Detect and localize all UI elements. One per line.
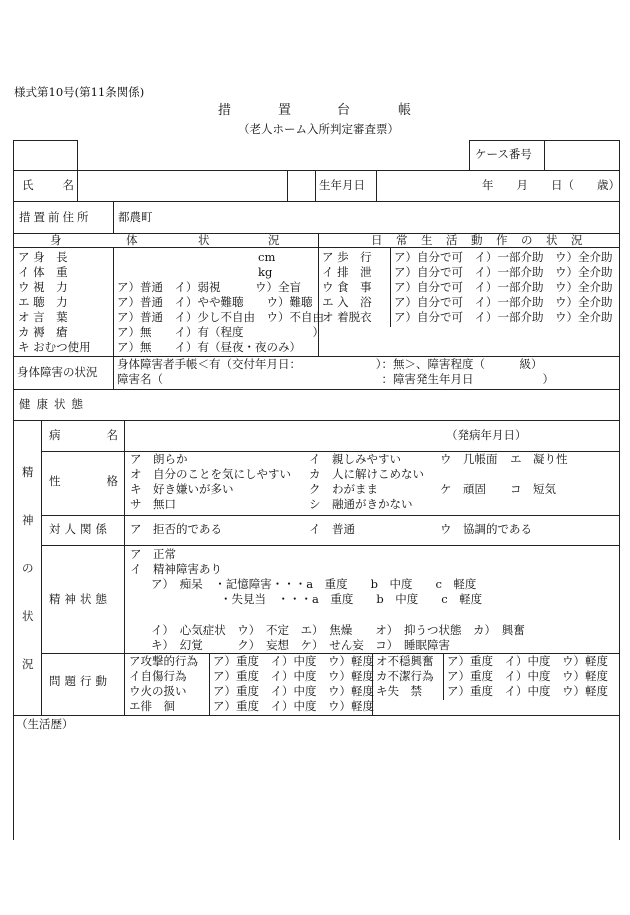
- mental-condition-label: 精神状態: [49, 592, 111, 606]
- adl-label: イ 排 泄: [322, 265, 372, 279]
- physical-value: cm: [258, 250, 276, 264]
- birthdate-format: 年 月 日（ 歳）: [482, 178, 620, 192]
- physical-label: ウ 視 力: [18, 280, 68, 294]
- adl-value: ア）自分で可 イ）一部介助 ウ）全介助: [394, 265, 613, 279]
- health-label: 健康状態: [19, 397, 89, 411]
- relations-option: ア 拒否的である: [130, 522, 222, 536]
- physical-value: ア）普通 イ）弱視 ウ）全盲: [117, 280, 301, 294]
- physical-label: イ 体 重: [18, 265, 68, 279]
- birthdate-label: 生年月日: [319, 178, 365, 192]
- page-subtitle: （老人ホーム入所判定審査票）: [238, 122, 399, 136]
- physical-label: ア 身 長: [18, 250, 68, 264]
- physical-label: エ 聴 力: [18, 295, 68, 309]
- physical-label: カ 褥 瘡: [18, 325, 68, 339]
- adl-value: ア）自分で可 イ）一部介助 ウ）全介助: [394, 250, 613, 264]
- physical-label: キ おむつ使用: [18, 340, 91, 354]
- physical-value: ア）無 イ）有（程度 ）: [117, 325, 324, 339]
- disability-line-1: 身体障害者手帳＜有（交付年月日： ）：無＞、障害程度（ 級）: [117, 357, 543, 371]
- physical-value: ア）普通 イ）やや難聴 ウ）難聴: [117, 295, 313, 309]
- relations-option: ウ 協調的である: [440, 522, 532, 536]
- form-number: 様式第10号(第11条関係): [14, 85, 145, 99]
- adl-label: エ 入 浴: [322, 295, 372, 309]
- physical-value: ア）普通 イ）少し不自由 ウ）不自由: [117, 310, 324, 324]
- adl-value: ア）自分で可 イ）一部介助 ウ）全介助: [394, 295, 613, 309]
- relations-option: イ 普通: [309, 522, 355, 536]
- disability-line-2: 障害名（ ：障害発生年月日 ）: [117, 372, 554, 386]
- physical-label: オ 言 葉: [18, 310, 68, 324]
- address-value: 都農町: [118, 210, 153, 224]
- relations-label: 対人関係: [49, 522, 111, 536]
- disease-onset-note: （発病年月日）: [446, 428, 527, 442]
- life-history-label: （生活歴）: [16, 717, 74, 731]
- adl-label: ウ 食 事: [322, 280, 372, 294]
- physical-value: ア）無 イ）有（昼夜・夜のみ）: [117, 340, 301, 354]
- adl-value: ア）自分で可 イ）一部介助 ウ）全介助: [394, 310, 613, 324]
- physical-value: kg: [258, 265, 273, 279]
- address-label: 措置前住所: [19, 210, 92, 224]
- adl-label: オ 着脱衣: [322, 310, 372, 324]
- behavior-label: 問題行動: [49, 674, 111, 688]
- adl-value: ア）自分で可 イ）一部介助 ウ）全介助: [394, 280, 613, 294]
- personality-label: 性 格: [49, 474, 118, 488]
- adl-label: ア 歩 行: [322, 250, 372, 264]
- disease-label: 病 名: [49, 428, 118, 442]
- disability-label: 身体障害の状況: [17, 365, 98, 379]
- case-number-label: ケース番号: [475, 147, 532, 161]
- name-label: 氏 名: [22, 178, 76, 192]
